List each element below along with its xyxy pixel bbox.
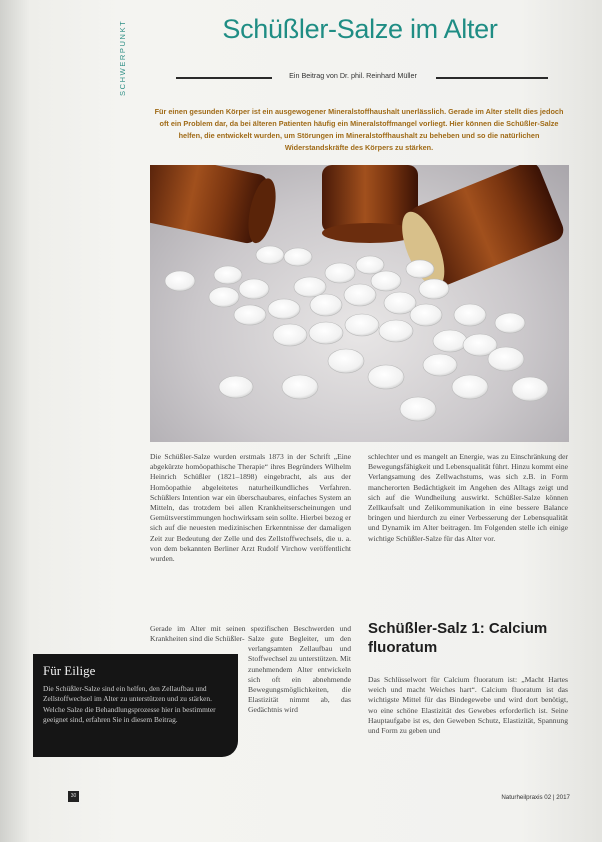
summary-box-text: Die Schüßler-Salze sind ein helfen, den Zellaufbau und Zellstoffwechsel im Alter zu unterstützen und zu stärken. Welche Salze die Behandlungsprozesse hier in bestimmter geeignet sind, erfahren Sie in diesem Beitrag.	[43, 684, 216, 725]
body-paragraph: Gerade im Alter mit seinen spezifischen Beschwerden und Krankheiten sind die Schüßler-	[150, 624, 351, 644]
body-column-right-lower	[368, 675, 568, 736]
section-label: SCHWERPUNKT	[118, 20, 127, 97]
byline: Ein Beitrag von Dr. phil. Reinhard Müller	[289, 71, 417, 80]
page-number: 30	[68, 791, 79, 802]
byline-rule-right	[436, 77, 548, 79]
pills-illustration	[150, 165, 569, 442]
body-paragraph: Salze gute Begleiter, um den verlangsamten Zellaufbau und Stoffwechsel zu unterstützen. Mit zunehmendem Alter entwickeln sich oft ein abnehmende Bewegungsmöglichkeiten, die Elastizität nimmt ab, das Gedächtnis wird	[248, 634, 351, 715]
summary-box	[33, 654, 238, 757]
body-column-left-narrow	[248, 634, 351, 716]
article-photo	[150, 165, 569, 442]
body-column-right	[368, 452, 568, 544]
section-heading: Schüßler-Salz 1: Calcium fluoratum	[368, 620, 548, 656]
footer-issue: Naturheilpraxis 02 | 2017	[501, 794, 570, 801]
summary-box-title: Für Eilige	[43, 663, 96, 678]
body-paragraph: schlechter und es mangelt an Energie, was zu Einschränkung der Bewegungsfähigkeit und Lebensqualität führt. Hinzu kommt eine Verlangsamung des Zellwachstums, was sich z.B. in Form mancherorten Bedächtigkeit im Angehen des Alltags zeigt und sich auf die Wundheilung auswirkt. Schüßler-Salze können Zellkaufsalt und Zelikommunikation in eine bessere Balance bringen und hierdurch zu einer Verbesserung der Lebensqualität und Dynamik im Alter beitragen. Im Folgenden stelle ich einige wichtige Schüßler-Salze für das Alter vor.	[368, 452, 568, 543]
body-column-left	[150, 452, 351, 564]
lead-paragraph: Für einen gesunden Körper ist ein ausgewogener Mineralstoffhaushalt unerlässlich. Gerade im Alter stellt dies jedoch oft ein Problem dar, da bei älteren Patienten häufig ein Mineralstoffmangel vorliegt. Hier können die Schüßler-Salze helfen, die entwickelt wurden, um Störungen im Mineralstoffhaushalt zu beheben und so die natürlichen Widerstandskräfte des Körpers zu stärken.	[154, 107, 564, 152]
body-paragraph: Die Schüßler-Salze wurden erstmals 1873 in der Schrift „Eine abgekürzte homöopathische Therapie“ ihres Begründers Wilhelm Heinrich Schüßler (1821–1898) eingebracht, als aus der Homöopathie abgeleitetes naturheilkundliches Verfahren. Schüßlers Intention war ein überschaubares, einfaches System an Mitteln, das trotzdem bei allen Krankheitserscheinungen und Gemütsverstimmungen hochwirksam sein sollte. Hierbei bezog er sich auf die neuesten medizinischen Erkenntnisse der damaligen Zeit zur Bedeutung der Zelle und des Zellstoffwechsels, die u. a. von dem bekannten Berliner Arzt Rudolf Virchow veröffentlicht wurden.	[150, 452, 351, 564]
byline-rule-left	[176, 77, 272, 79]
article-title: Schüßler-Salze im Alter	[222, 14, 498, 44]
body-paragraph: Das Schlüsselwort für Calcium fluoratum ist: „Macht Hartes weich und macht Weiches hart“. Calcium fluoratum ist das wichtigste Mittel für das Bindegewebe und wird dort benötigt, wo eine schöne Elastizität des Gewebes erforderlich ist. Seine Hauptaufgabe ist es, den Geweben Schutz, Elastizität, Spannung und Form zu geben und	[368, 675, 568, 736]
